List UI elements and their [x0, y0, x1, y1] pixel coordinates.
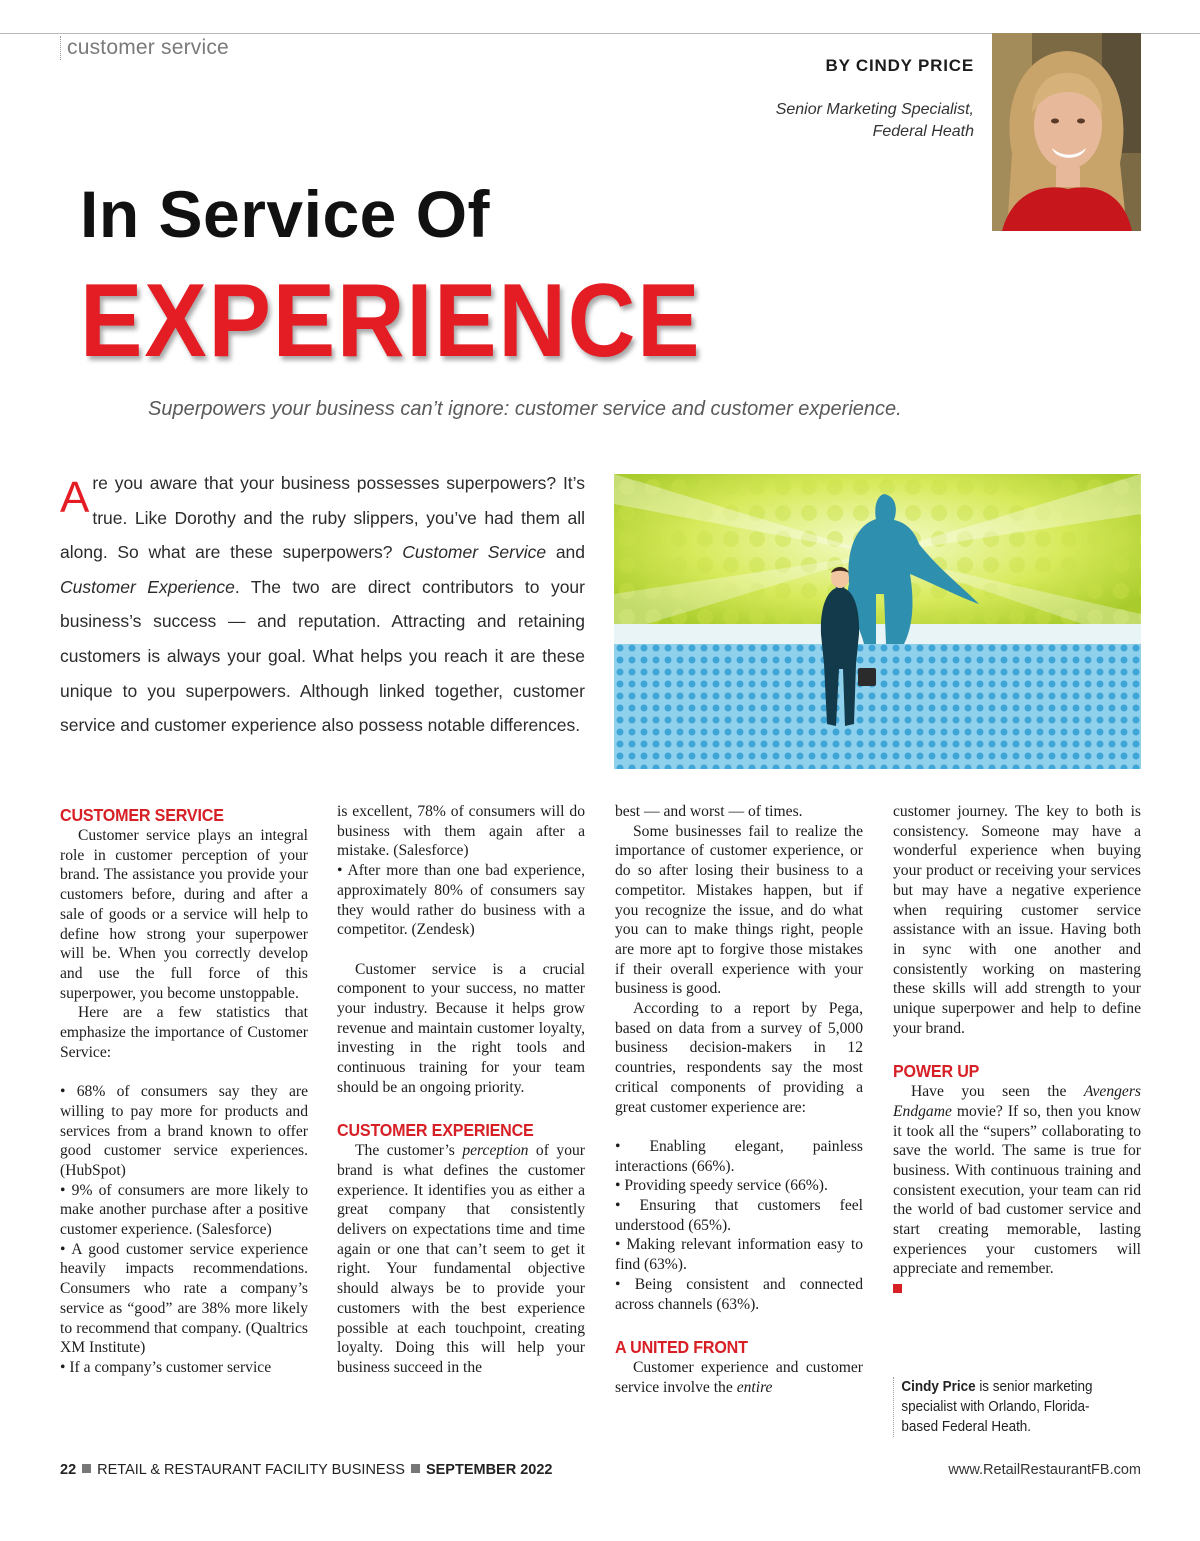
issue-date: SEPTEMBER 2022: [425, 1462, 553, 1478]
author-role-line1: Senior Marketing Specialist,: [775, 101, 974, 118]
col3-bullet-3: • Ensuring that customers feel understood (65%).: [615, 1197, 863, 1234]
col3-bullet-5: • Being consistent and connected across channels (63%).: [615, 1275, 863, 1313]
author-portrait: [992, 33, 1141, 231]
col2-p4-text-b: of your brand is what defines the customer experience. It identifies you as either a great company that consistently delivers on expectations time and time again or one that can’t seem to get it right. Your fundamental objective should always be to provide your customers with the best experience possible at each touchpoint, creating loyalty. Doing this will help your business succeed in the: [337, 1142, 585, 1376]
col2-paragraph-3: Customer service is a crucial component to your success, no matter your industry. Because it helps grow revenue and maintain customer loyalty, investing in the right tools and continuous training for your team should be an ongoing priority.: [337, 960, 585, 1096]
col4-paragraph-7-cont: customer journey. The key to both is consistency. Someone may have a wonderful experience when buying your product or receiving your services but may have a negative experience when requiring customer service assistance with an issue. Having both in sync with one another and consistently working on mastering these skills will add strength to your unique superpower and help to define your brand.: [893, 803, 1141, 1037]
col4-p8-text-a: Have you seen the: [911, 1083, 1084, 1101]
col3-paragraph-7: [615, 1358, 863, 1397]
author-bio: [893, 1377, 1126, 1437]
col4-paragraph-8: [893, 1082, 1141, 1279]
col1-paragraph-2: Here are a few statistics that emphasize the importance of Customer Service:: [60, 1004, 308, 1061]
col4-p8-em: Avengers Endgame: [893, 1083, 1141, 1120]
title-line-1: In Service Of: [80, 177, 491, 251]
footer-url[interactable]: www.RetailRestaurantFB.com: [948, 1462, 1141, 1478]
heading-customer-experience: CUSTOMER EXPERIENCE: [337, 1120, 534, 1141]
col3-bullet-4: • Making relevant information easy to find (63%).: [615, 1236, 863, 1274]
column-1: [60, 802, 308, 1378]
heading-power-up: POWER UP: [893, 1061, 980, 1082]
deck-subtitle: Superpowers your business can’t ignore: customer service and customer experience.: [148, 398, 902, 420]
title-line-2: EXPERIENCE: [80, 263, 702, 379]
separator-square-icon: [411, 1464, 420, 1473]
col1-paragraph-1: Customer service plays an integral role in customer perception of your brand. The assistance you provide your customers before, during and after a sale of goods or a service will help to define how strong your superpower will be. When you correctly develop and use the full force of this superpower, you become unstoppable.: [60, 827, 308, 1002]
page-number: 22: [60, 1462, 77, 1478]
col3-paragraph-6: According to a report by Pega, based on data from a survey of 5,000 business decision-makers in 12 countries, respondents say the most critical components of providing a great customer experience are:: [615, 1000, 863, 1116]
col2-bullet-5: • After more than one bad experience, approximately 80% of consumers say they would rather do business with a competitor. (Zendesk): [337, 862, 585, 939]
col3-bullet-2: • Providing speedy service (66%).: [615, 1177, 828, 1195]
col3-paragraph-4-cont: best — and worst — of times.: [615, 803, 803, 820]
col3-paragraph-5: Some businesses fail to realize the importance of customer experience, or do so after losing their business to a competitor. Mistakes happen, but if you recognize the issue, and do what you can to make things right, people are more apt to forgive those mistakes if their overall experience with your business is good.: [615, 822, 863, 998]
col1-bullet-2: • 9% of consumers are more likely to make another purchase after a positive customer experience. (Salesforce): [60, 1181, 308, 1239]
heading-a-united-front: A UNITED FRONT: [615, 1336, 748, 1357]
intro-text-2: and: [546, 542, 586, 563]
col2-paragraph-4: [337, 1141, 585, 1377]
end-square-icon: [893, 1284, 902, 1293]
bio-text: is senior marketing specialist with Orlando, Florida-based Federal Heath.: [901, 1379, 1093, 1435]
column-4: [893, 802, 1141, 1299]
col3-p7-em: entire: [736, 1378, 773, 1396]
column-3: [615, 802, 863, 1397]
col2-p4-em: perception: [462, 1142, 529, 1160]
col2-p4-text-a: The customer’s: [355, 1142, 463, 1160]
publication-name: RETAIL & RESTAURANT FACILITY BUSINESS: [97, 1462, 405, 1478]
heading-customer-service: CUSTOMER SERVICE: [60, 805, 224, 825]
bio-name: Cindy Price: [901, 1379, 976, 1395]
col2-bullet-4-cont: is excellent, 78% of consumers will do business with them again after a mistake. (Salesforce): [337, 803, 585, 860]
intro-paragraph: [60, 466, 585, 743]
intro-em-2: Customer Experience: [60, 576, 235, 597]
section-tag: customer service: [60, 36, 229, 60]
author-role: [674, 99, 974, 143]
intro-em-1: Customer Service: [402, 542, 547, 563]
col1-bullet-3: • A good customer service experience heavily impacts recommendations. Consumers who rate a company’s service as “good” are 38% more likely to recommend that company. (Qualtrics XM Institute): [60, 1240, 308, 1357]
superhero-illustration: [614, 474, 1141, 769]
column-2: [337, 802, 585, 1378]
separator-square-icon: [82, 1464, 91, 1473]
intro-text-1: re you aware that your business possesses superpowers? It’s true. Like Dorothy and the ruby slippers, you’ve had them all along. So what are these superpowers?: [60, 473, 585, 563]
col4-p8-text-b: movie? If so, then you know it took all the “supers” collaborating to save the world. The same is true for business. With continuous training and consistent execution, your team can rid the world of bad customer service and start creating memorable, lasting experiences your customers will appreciate and remember.: [893, 1102, 1141, 1278]
drop-cap: A: [60, 473, 90, 522]
intro-text-3: . The two are direct contributors to your business’s success — and reputation. Attracting and retaining customers is always your goal. What helps you reach it are these unique to you superpowers. Although linked together, customer service and customer experience also possess notable differences.: [60, 576, 585, 736]
byline: BY CINDY PRICE: [825, 56, 974, 75]
col1-bullet-1: • 68% of consumers say they are willing to pay more for products and services from a brand known to offer good customer service experiences. (HubSpot): [60, 1083, 308, 1179]
author-role-line2: Federal Heath: [872, 123, 974, 140]
col3-p7-text-a: Customer experience and customer service involve the: [615, 1358, 863, 1396]
col3-bullet-1: • Enabling elegant, painless interactions (66%).: [615, 1137, 863, 1175]
col1-bullet-4: • If a company’s customer service: [60, 1358, 272, 1376]
footer: [60, 1462, 552, 1478]
